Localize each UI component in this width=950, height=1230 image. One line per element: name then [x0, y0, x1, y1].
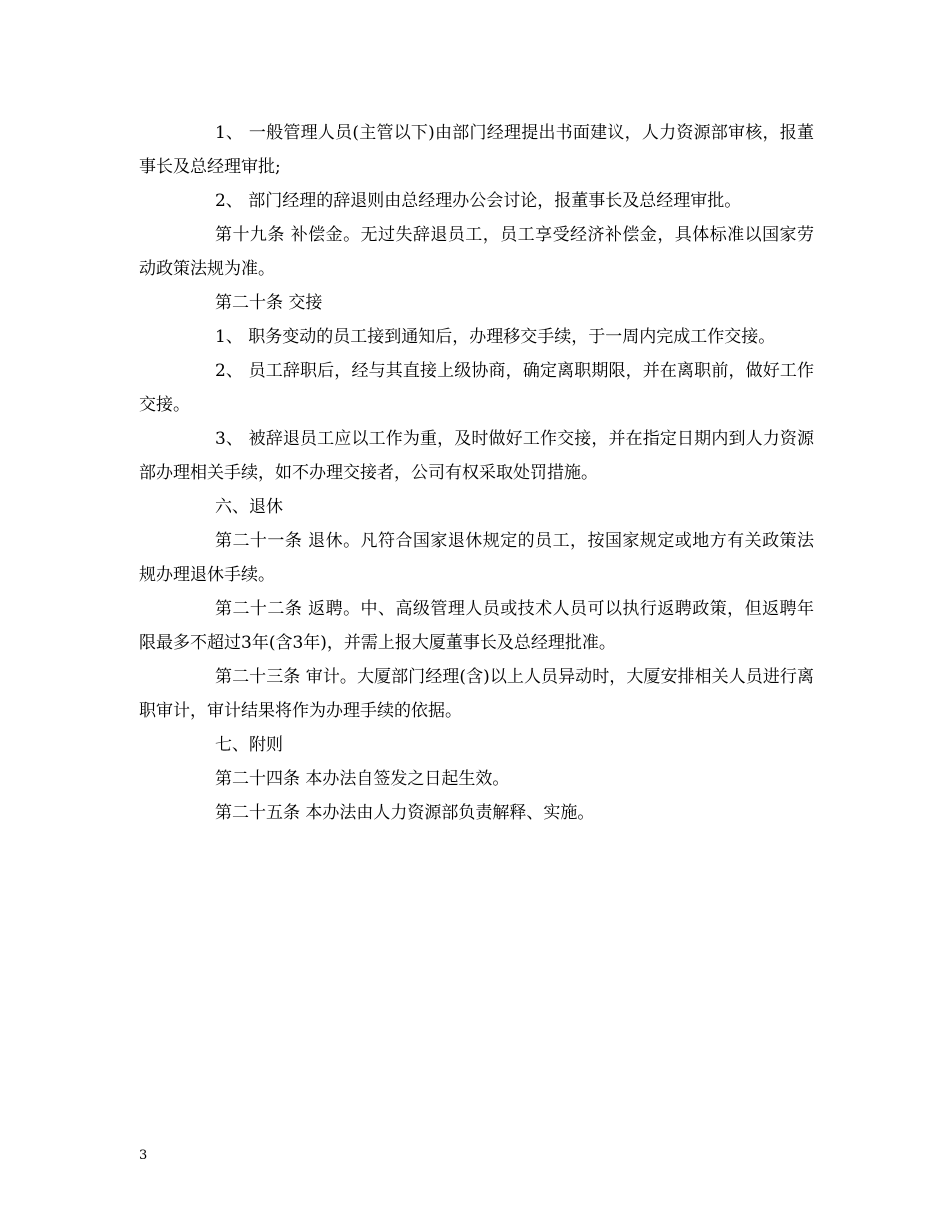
article-25-paragraph: 第二十五条 本办法由人力资源部负责解释、实施。 — [215, 803, 595, 823]
handover-item-3: 3、 被辞退员工应以工作为重，及时做好工作交接，并在指定日期内到人力资源部办理相关手续，如不办理交接者，公司有权采取处罚措施。 — [139, 429, 814, 483]
handover-item-2: 2、 员工辞职后，经与其直接上级协商，确定离职期限，并在离职前，做好工作交接。 — [139, 361, 814, 415]
section-heading-retirement: 六、退休 — [215, 497, 283, 517]
article-24-paragraph: 第二十四条 本办法自签发之日起生效。 — [215, 769, 510, 789]
page-number: 3 — [139, 1148, 148, 1163]
document-body — [139, 116, 814, 830]
paragraph-item-2: 2、 部门经理的辞退则由总经理办公会讨论，报董事长及总经理审批。 — [215, 191, 742, 211]
article-20-heading: 第二十条 交接 — [215, 293, 323, 313]
article-22-paragraph: 第二十二条 返聘。中、高级管理人员或技术人员可以执行返聘政策，但返聘年限最多不超过3年(含3年)，并需上报大厦董事长及总经理批准。 — [139, 599, 814, 653]
paragraph-item-1: 1、 一般管理人员(主管以下)由部门经理提出书面建议，人力资源部审核，报董事长及总经理审批; — [139, 123, 814, 177]
article-19-paragraph: 第十九条 补偿金。无过失辞退员工，员工享受经济补偿金，具体标准以国家劳动政策法规为准。 — [139, 225, 814, 279]
article-23-paragraph: 第二十三条 审计。大厦部门经理(含)以上人员异动时，大厦安排相关人员进行离职审计，审计结果将作为办理手续的依据。 — [139, 667, 814, 721]
section-heading-appendix: 七、附则 — [215, 735, 283, 755]
article-21-paragraph: 第二十一条 退休。凡符合国家退休规定的员工，按国家规定或地方有关政策法规办理退休手续。 — [139, 531, 814, 585]
handover-item-1: 1、 职务变动的员工接到通知后，办理移交手续，于一周内完成工作交接。 — [215, 327, 776, 347]
